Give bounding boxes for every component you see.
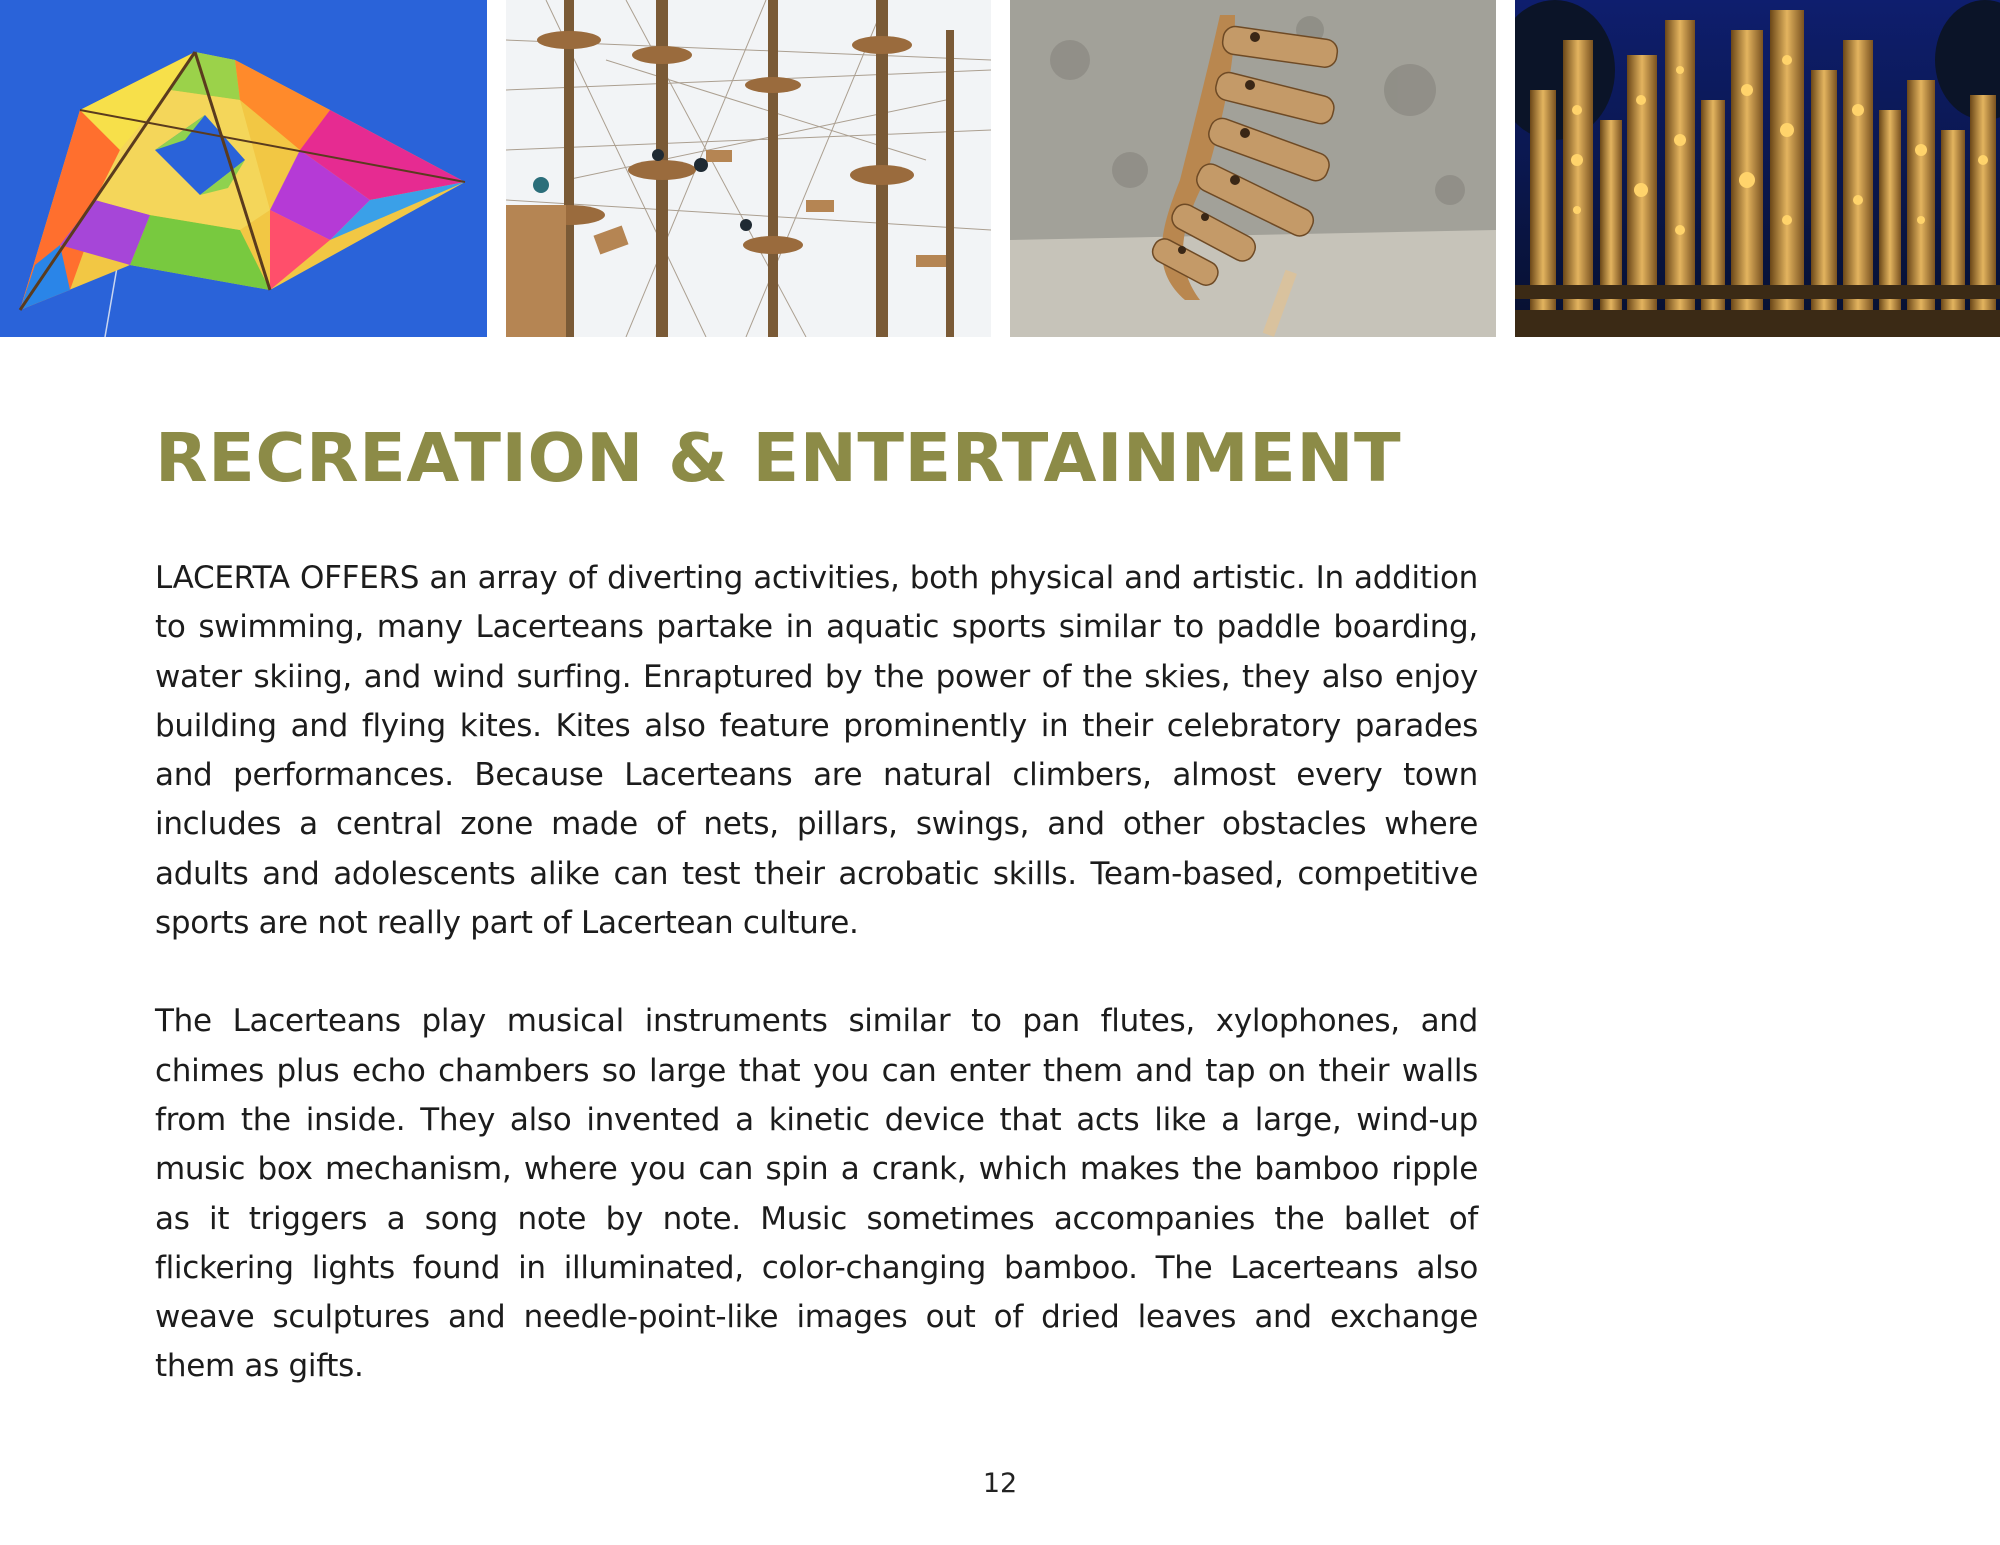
body-text xyxy=(155,554,1478,1392)
page-number: 12 xyxy=(982,1468,1018,1499)
paragraph-music: The Lacerteans play musical instruments similar to pan flutes, xylophones, and chimes plus echo chambers so large that you can enter them and tap on their walls from the inside. They also invented a kinetic device that acts like a large, wind-up music box mechanism, where you can spin a crank, which makes the bamboo ripple as it triggers a song note by note. Music sometimes accompanies the ballet of flickering lights found in illuminated, color-changing bamboo. The Lacerteans also weave sculptures and needle-point-like images out of dried leaves and exchange them as gifts. xyxy=(155,1003,1478,1385)
kite-image xyxy=(0,0,487,337)
page-title: RECREATION & ENTERTAINMENT xyxy=(155,419,1402,497)
bamboo-chimes-photo xyxy=(1010,0,1496,337)
bamboo-lanterns-image xyxy=(1515,0,2000,337)
ropes-course-photo xyxy=(506,0,991,337)
bamboo-lanterns-photo xyxy=(1515,0,2000,337)
paragraph-activities: LACERTA OFFERS an array of diverting activities, both physical and artistic. In addition to swimming, many Lacerteans partake in aquatic sports similar to paddle boarding, water skiing, and wind surfing. Enraptured by the power of the skies, they also enjoy building and flying kites. Kites also feature prominently in their celebratory parades and performances. Because Lacerteans are natural climbers, almost every town includes a central zone made of nets, pillars, swings, and other obstacles where adults and adolescents alike can test their acrobatic skills. Team-based, competitive sports are not really part of Lacertean culture. xyxy=(155,560,1478,942)
kite-photo xyxy=(0,0,487,337)
bamboo-chimes-image xyxy=(1010,0,1496,337)
photo-strip xyxy=(0,0,2000,337)
ropes-course-image xyxy=(506,0,991,337)
